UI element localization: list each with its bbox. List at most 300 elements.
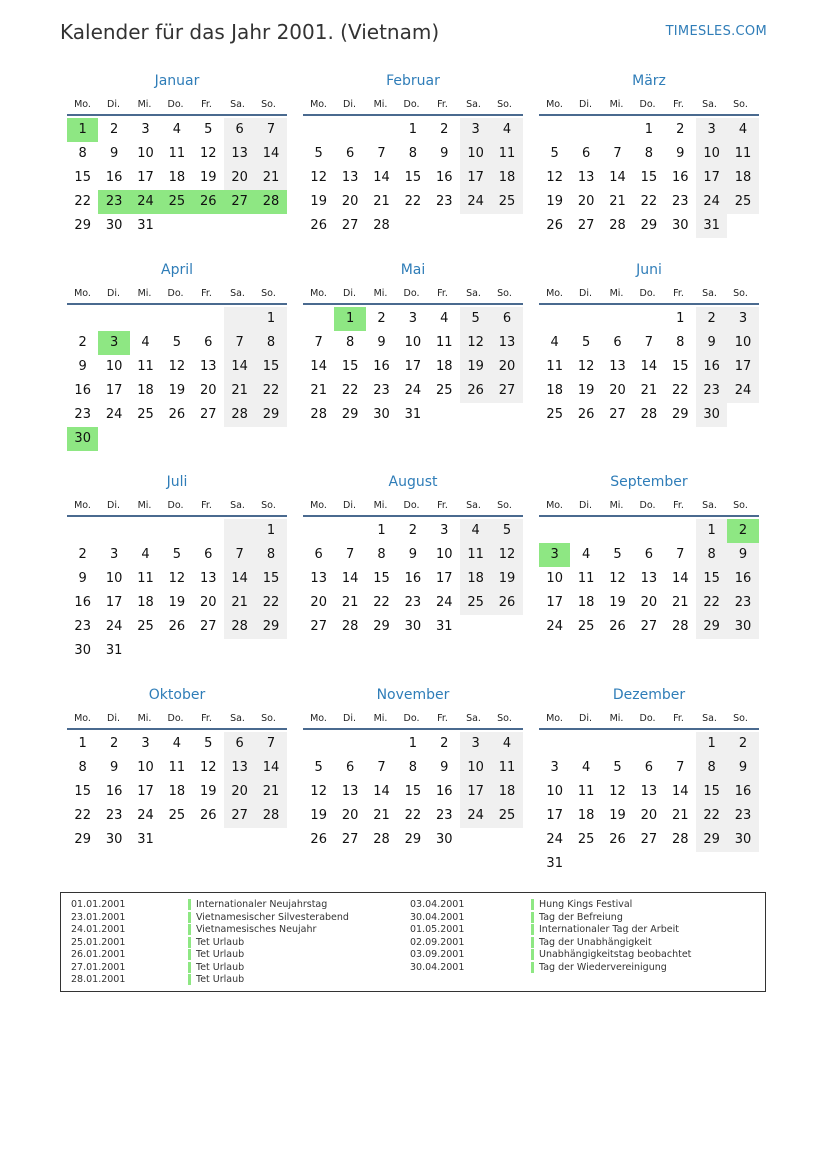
day-cell: 7 [255, 118, 286, 142]
day-cell: 17 [105, 595, 123, 610]
day-cell: 18 [727, 166, 758, 190]
legend-column-left [71, 899, 125, 987]
day-cell: 9 [727, 543, 758, 567]
day-grid [67, 519, 287, 663]
empty-cell [570, 307, 601, 331]
day-cell: 28 [310, 407, 327, 422]
day-cell: 13 [224, 756, 255, 780]
day-cell: 12 [168, 571, 186, 586]
day-cell: 20 [640, 808, 658, 823]
day-cell: 10 [460, 756, 491, 780]
holiday-day: 28 [255, 190, 286, 214]
weekday-label: Di. [343, 500, 356, 511]
day-cell: 16 [696, 355, 727, 379]
day-cell: 10 [727, 331, 758, 355]
month-mai [303, 261, 523, 427]
weekday-label: Fr. [437, 713, 448, 724]
day-cell: 28 [224, 403, 255, 427]
day-cell: 6 [204, 547, 213, 562]
day-cell: 28 [373, 218, 390, 233]
day-cell: 11 [577, 784, 595, 799]
day-grid [67, 307, 287, 451]
legend-marker [188, 974, 191, 985]
weekday-label: Fr. [437, 288, 448, 299]
day-cell: 26 [460, 379, 491, 403]
legend-marker [531, 949, 534, 960]
legend-column-right-names [531, 899, 691, 974]
day-cell: 23 [727, 591, 758, 615]
day-cell: 3 [696, 118, 727, 142]
weekday-label: Mi. [373, 500, 388, 511]
day-cell: 2 [377, 311, 386, 326]
day-cell: 22 [341, 383, 359, 398]
weekday-label: Mi. [609, 99, 624, 110]
day-cell: 26 [546, 218, 563, 233]
legend-date: 24.01.2001 [71, 924, 126, 935]
empty-cell [98, 519, 129, 543]
weekday-label: Sa. [466, 288, 481, 299]
day-cell: 26 [577, 407, 595, 422]
legend-marker [188, 937, 191, 948]
day-cell: 10 [460, 142, 491, 166]
day-cell: 6 [224, 118, 255, 142]
weekday-label: So. [261, 500, 276, 511]
empty-cell [539, 732, 570, 756]
weekday-label: So. [261, 288, 276, 299]
day-cell: 13 [577, 170, 595, 185]
day-cell: 25 [137, 407, 154, 422]
weekday-label: So. [497, 99, 512, 110]
day-cell: 6 [581, 146, 591, 161]
weekday-label: Di. [107, 500, 120, 511]
weekday-label: Di. [343, 99, 356, 110]
day-grid [303, 519, 523, 639]
weekday-label: Mo. [310, 713, 327, 724]
day-cell: 4 [581, 547, 591, 562]
weekday-label: Mo. [74, 288, 91, 299]
weekday-label: Do. [403, 500, 420, 511]
month-name: April [161, 262, 193, 278]
day-cell: 19 [491, 567, 522, 591]
day-cell: 24 [696, 190, 727, 214]
legend-date: 01.05.2001 [410, 924, 465, 935]
day-cell: 26 [168, 619, 186, 634]
day-cell: 11 [491, 142, 522, 166]
legend-date: 02.09.2001 [410, 936, 465, 948]
day-cell: 24 [546, 832, 563, 847]
month-name: Januar [154, 73, 200, 89]
day-cell: 27 [609, 407, 626, 422]
day-cell: 11 [137, 359, 154, 374]
day-cell: 8 [408, 760, 417, 775]
day-cell: 30 [671, 218, 689, 233]
holiday-legend [60, 892, 766, 992]
day-cell: 12 [491, 543, 522, 567]
weekday-label: Sa. [230, 500, 245, 511]
day-grid [67, 118, 287, 238]
weekday-label: Fr. [673, 713, 684, 724]
day-cell: 6 [491, 307, 522, 331]
empty-cell [539, 307, 570, 331]
day-cell: 1 [644, 122, 653, 137]
day-cell: 8 [78, 760, 87, 775]
weekday-label: Sa. [230, 713, 245, 724]
weekday-label: Mo. [310, 288, 327, 299]
day-cell: 19 [609, 808, 626, 823]
day-cell: 29 [373, 619, 390, 634]
empty-cell [303, 519, 334, 543]
weekday-label: Mo. [310, 500, 327, 511]
day-cell: 8 [345, 335, 355, 350]
day-cell: 8 [377, 547, 386, 562]
day-cell: 3 [141, 122, 150, 137]
day-cell: 6 [644, 547, 653, 562]
day-cell: 13 [609, 359, 626, 374]
empty-cell [570, 118, 601, 142]
month-september [539, 473, 759, 639]
legend-holiday-name: Internationaler Neujahrstag [196, 899, 328, 910]
day-cell: 31 [105, 643, 123, 658]
month-april [67, 261, 287, 451]
day-cell: 15 [74, 170, 91, 185]
legend-holiday-name: Tag der Befreiung [539, 911, 623, 923]
day-grid [539, 519, 759, 639]
day-cell: 9 [78, 571, 87, 586]
day-cell: 1 [377, 523, 386, 538]
empty-cell [303, 118, 334, 142]
weekday-header [303, 497, 523, 517]
legend-marker [188, 899, 191, 910]
weekday-label: Mi. [137, 99, 152, 110]
legend-date: 27.01.2001 [71, 961, 126, 973]
day-cell: 4 [172, 122, 181, 137]
day-cell: 28 [671, 619, 689, 634]
day-cell: 18 [491, 780, 522, 804]
empty-cell [303, 732, 334, 756]
weekday-header [303, 96, 523, 116]
day-cell: 21 [671, 808, 689, 823]
day-cell: 16 [105, 784, 123, 799]
day-cell: 9 [440, 760, 449, 775]
day-cell: 4 [172, 736, 181, 751]
empty-cell [193, 307, 224, 331]
day-cell: 3 [460, 118, 491, 142]
weekday-label: Di. [579, 288, 592, 299]
empty-cell [161, 307, 192, 331]
day-cell: 30 [373, 407, 390, 422]
month-name: Oktober [148, 687, 206, 703]
day-cell: 12 [546, 170, 563, 185]
day-cell: 18 [168, 784, 186, 799]
brand-logo[interactable]: TIMESLES.COM [665, 24, 767, 39]
day-cell: 22 [74, 194, 91, 209]
day-cell: 14 [609, 170, 626, 185]
month-name: Dezember [612, 687, 686, 703]
day-cell: 28 [671, 832, 689, 847]
weekday-label: Mo. [74, 713, 91, 724]
day-cell: 15 [373, 571, 390, 586]
weekday-label: Mi. [137, 288, 152, 299]
day-cell: 11 [435, 335, 453, 350]
weekday-label: Di. [107, 288, 120, 299]
day-cell: 29 [696, 828, 727, 852]
month-november [303, 686, 523, 852]
day-grid [539, 118, 759, 238]
legend-date: 03.04.2001 [410, 899, 465, 910]
day-cell: 5 [581, 335, 591, 350]
day-cell: 27 [640, 832, 658, 847]
day-cell: 7 [224, 543, 255, 567]
legend-holiday-name: Tet Urlaub [196, 961, 245, 973]
day-cell: 24 [460, 804, 491, 828]
day-cell: 22 [255, 591, 286, 615]
day-cell: 27 [310, 619, 327, 634]
empty-cell [366, 118, 397, 142]
day-cell: 23 [435, 194, 453, 209]
weekday-label: Mo. [546, 713, 563, 724]
day-cell: 15 [696, 567, 727, 591]
day-cell: 26 [609, 619, 626, 634]
day-cell: 2 [676, 122, 685, 137]
day-cell: 19 [310, 194, 327, 209]
day-cell: 17 [460, 166, 491, 190]
day-cell: 17 [404, 359, 422, 374]
day-grid [303, 307, 523, 427]
day-cell: 15 [640, 170, 658, 185]
day-cell: 12 [609, 571, 626, 586]
day-cell: 31 [404, 407, 422, 422]
day-cell: 12 [310, 784, 327, 799]
day-cell: 25 [460, 591, 491, 615]
weekday-label: Mo. [546, 500, 563, 511]
day-cell: 23 [404, 595, 422, 610]
weekday-label: Mi. [609, 713, 624, 724]
day-cell: 27 [224, 804, 255, 828]
day-cell: 24 [105, 619, 123, 634]
day-cell: 6 [644, 760, 653, 775]
day-cell: 29 [255, 615, 286, 639]
day-cell: 9 [440, 146, 449, 161]
weekday-label: So. [733, 500, 748, 511]
legend-holiday [188, 962, 349, 975]
day-cell: 12 [168, 359, 186, 374]
weekday-label: Mi. [373, 288, 388, 299]
weekday-label: So. [497, 288, 512, 299]
day-cell: 28 [640, 407, 658, 422]
empty-cell [334, 732, 365, 756]
legend-holiday-name: Tag der Wiedervereinigung [539, 961, 667, 973]
day-cell: 13 [310, 571, 327, 586]
day-cell: 16 [373, 359, 390, 374]
holiday-day: 3 [539, 543, 570, 567]
legend-holiday [188, 937, 349, 950]
legend-date: 01.01.2001 [71, 899, 126, 910]
day-cell: 20 [199, 383, 217, 398]
day-cell: 16 [74, 383, 91, 398]
holiday-day: 1 [67, 118, 98, 142]
day-cell: 19 [168, 383, 186, 398]
day-cell: 19 [546, 194, 563, 209]
weekday-header [303, 710, 523, 730]
day-cell: 17 [546, 808, 563, 823]
legend-holiday [531, 924, 691, 937]
holiday-day: 1 [334, 307, 365, 331]
day-cell: 22 [696, 804, 727, 828]
day-cell: 2 [109, 736, 119, 751]
day-cell: 11 [168, 146, 186, 161]
empty-cell [539, 118, 570, 142]
day-cell: 24 [105, 407, 123, 422]
day-cell: 21 [310, 383, 327, 398]
day-grid [67, 732, 287, 852]
day-cell: 9 [377, 335, 386, 350]
day-cell: 18 [435, 359, 453, 374]
day-cell: 26 [310, 218, 327, 233]
day-cell: 25 [137, 619, 154, 634]
legend-holiday [531, 949, 691, 962]
day-cell: 27 [199, 407, 217, 422]
day-cell: 5 [172, 335, 181, 350]
legend-marker [188, 949, 191, 960]
day-cell: 24 [435, 595, 453, 610]
day-cell: 29 [255, 403, 286, 427]
month-dezember [539, 686, 759, 876]
day-cell: 7 [613, 146, 622, 161]
legend-holiday [188, 949, 349, 962]
day-cell: 20 [224, 780, 255, 804]
day-cell: 14 [671, 784, 689, 799]
day-cell: 14 [255, 756, 286, 780]
weekday-label: Do. [167, 713, 184, 724]
day-cell: 29 [640, 218, 658, 233]
day-cell: 17 [727, 355, 758, 379]
weekday-label: Do. [403, 713, 420, 724]
day-cell: 15 [255, 355, 286, 379]
legend-column-right [410, 899, 464, 974]
empty-cell [193, 519, 224, 543]
legend-column-left-names [188, 899, 349, 987]
weekday-header [67, 710, 287, 730]
day-cell: 22 [640, 194, 658, 209]
day-cell: 30 [696, 403, 727, 427]
day-cell: 6 [224, 732, 255, 756]
weekday-label: Di. [107, 713, 120, 724]
page-title: Kalender für das Jahr 2001. (Vietnam) [60, 20, 440, 44]
legend-holiday [188, 924, 349, 937]
day-cell: 30 [727, 828, 758, 852]
day-cell: 11 [727, 142, 758, 166]
empty-cell [224, 519, 255, 543]
month-juni [539, 261, 759, 427]
weekday-label: Do. [167, 288, 184, 299]
day-cell: 20 [224, 166, 255, 190]
day-cell: 30 [105, 832, 123, 847]
holiday-day: 2 [727, 519, 758, 543]
day-cell: 12 [577, 359, 595, 374]
weekday-label: Sa. [702, 500, 717, 511]
day-cell: 15 [671, 359, 689, 374]
day-cell: 17 [137, 170, 154, 185]
day-cell: 30 [727, 615, 758, 639]
day-cell: 7 [255, 732, 286, 756]
day-cell: 29 [404, 832, 422, 847]
weekday-label: Do. [639, 713, 656, 724]
day-cell: 20 [341, 194, 359, 209]
weekday-label: So. [497, 713, 512, 724]
month-name: November [376, 687, 450, 703]
empty-cell [130, 519, 161, 543]
holiday-day: 25 [161, 190, 192, 214]
weekday-label: Sa. [702, 713, 717, 724]
empty-cell [633, 732, 664, 756]
weekday-label: Sa. [230, 99, 245, 110]
day-cell: 31 [696, 214, 727, 238]
weekday-label: Fr. [437, 99, 448, 110]
weekday-header [303, 285, 523, 305]
day-cell: 19 [577, 383, 595, 398]
day-cell: 5 [613, 547, 622, 562]
day-cell: 21 [671, 595, 689, 610]
legend-holiday [188, 974, 349, 987]
day-cell: 16 [727, 780, 758, 804]
day-cell: 31 [137, 218, 154, 233]
day-cell: 21 [373, 808, 390, 823]
day-cell: 17 [546, 595, 563, 610]
day-cell: 6 [613, 335, 622, 350]
day-cell: 19 [609, 595, 626, 610]
day-cell: 25 [168, 808, 186, 823]
day-cell: 13 [640, 571, 658, 586]
empty-cell [224, 307, 255, 331]
weekday-label: Fr. [673, 500, 684, 511]
day-cell: 5 [314, 146, 323, 161]
legend-holiday-name: Tag der Unabhängigkeit [539, 936, 652, 948]
day-cell: 5 [550, 146, 559, 161]
day-cell: 8 [676, 335, 685, 350]
day-cell: 13 [224, 142, 255, 166]
day-grid [303, 732, 523, 852]
day-cell: 11 [577, 571, 595, 586]
day-cell: 30 [435, 832, 453, 847]
day-cell: 29 [671, 407, 689, 422]
legend-holiday-name: Hung Kings Festival [539, 899, 633, 910]
day-cell: 10 [105, 359, 123, 374]
day-cell: 12 [609, 784, 626, 799]
day-cell: 5 [491, 519, 522, 543]
legend-marker [188, 924, 191, 935]
month-märz [539, 72, 759, 238]
empty-cell [161, 519, 192, 543]
legend-holiday [531, 937, 691, 950]
weekday-label: So. [261, 713, 276, 724]
day-cell: 24 [460, 190, 491, 214]
weekday-label: Mo. [74, 99, 91, 110]
legend-marker [531, 899, 534, 910]
day-cell: 26 [199, 808, 217, 823]
weekday-label: Mi. [373, 713, 388, 724]
day-cell: 26 [491, 591, 522, 615]
day-cell: 18 [168, 170, 186, 185]
day-cell: 12 [460, 331, 491, 355]
legend-date: 03.09.2001 [410, 949, 465, 960]
day-cell: 21 [255, 166, 286, 190]
day-cell: 13 [491, 331, 522, 355]
day-cell: 20 [491, 355, 522, 379]
weekday-label: Fr. [201, 713, 212, 724]
day-cell: 1 [255, 519, 286, 543]
weekday-label: Di. [343, 713, 356, 724]
day-cell: 12 [199, 760, 217, 775]
